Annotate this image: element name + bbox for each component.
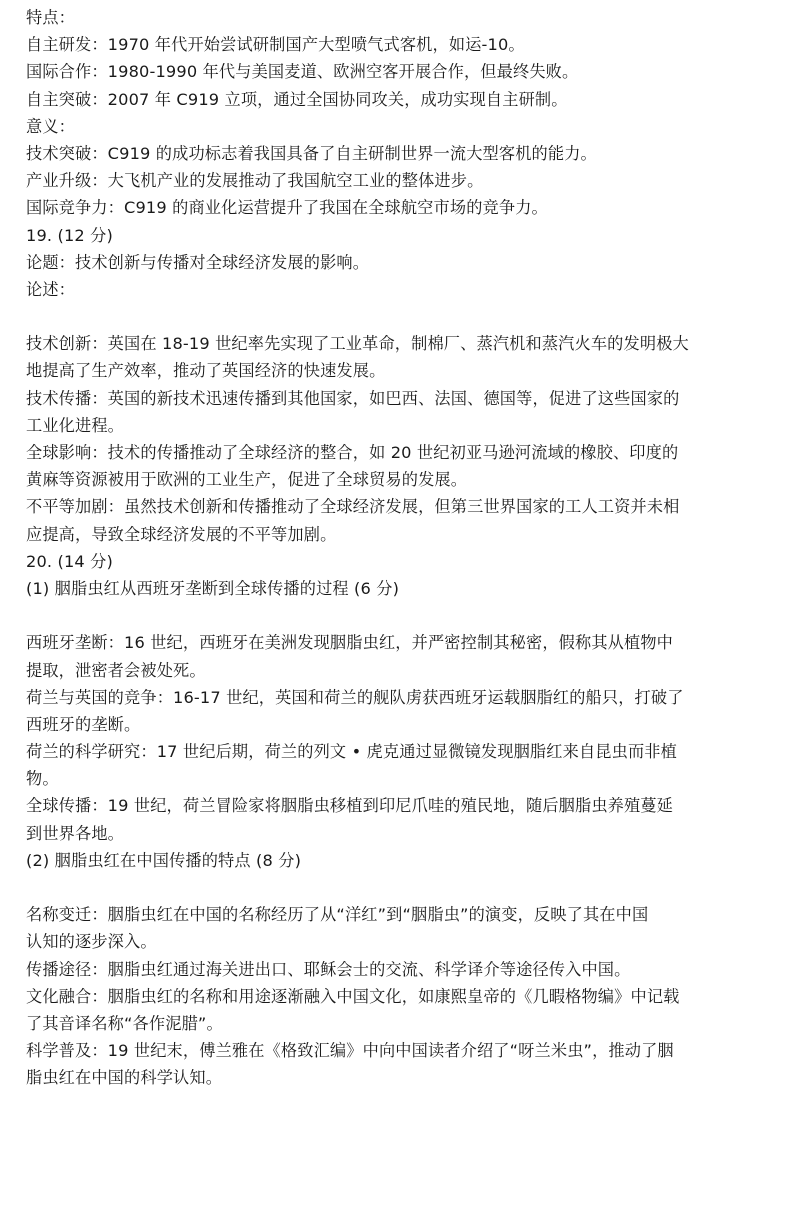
section-heading: 19. (12 分) <box>26 225 113 245</box>
text-line: 地提高了生产效率，推动了英国经济的快速发展。 <box>26 361 386 381</box>
text-line: 黄麻等资源被用于欧洲的工业生产，促进了全球贸易的发展。 <box>26 470 468 490</box>
text-line: 荷兰的科学研究：17 世纪后期，荷兰的列文 • 虎克通过显微镜发现胭脂红来自昆虫而非植 <box>26 742 677 762</box>
text-line: 技术创新：英国在 18-19 世纪率先实现了工业革命，制棉厂、蒸汽机和蒸汽火车的发明极大 <box>26 334 689 354</box>
text-line: 名称变迁：胭脂虫红在中国的名称经历了从“洋红”到“胭脂虫”的演变，反映了其在中国 <box>26 905 649 925</box>
text-line: 意义： <box>26 116 76 136</box>
text-line: 工业化进程。 <box>26 415 125 435</box>
blank-line <box>26 874 776 901</box>
text-line: 不平等加剧：虽然技术创新和传播推动了全球经济发展，但第三世界国家的工人工资并未相 <box>26 497 680 517</box>
text-line: 到世界各地。 <box>26 823 125 843</box>
text-line: 了其音译名称“各作泥腊”。 <box>26 1013 223 1033</box>
subsection-heading: (2) 胭脂虫红在中国传播的特点 (8 分) <box>26 850 302 870</box>
text-line: 文化融合：胭脂虫红的名称和用途逐渐融入中国文化，如康熙皇帝的《几暇格物编》中记载 <box>26 986 680 1006</box>
subsection-heading: (1) 胭脂虫红从西班牙垄断到全球传播的过程 (6 分) <box>26 578 400 598</box>
text-line: 产业升级：大飞机产业的发展推动了我国航空工业的整体进步。 <box>26 171 484 191</box>
text-line: 西班牙垄断：16 世纪，西班牙在美洲发现胭脂虫红，并严密控制其秘密，假称其从植物中 <box>26 633 674 653</box>
text-line: 全球影响：技术的传播推动了全球经济的整合，如 20 世纪初亚马逊河流域的橡胶、印度的 <box>26 443 679 462</box>
text-line: 论题：技术创新与传播对全球经济发展的影响。 <box>26 252 370 272</box>
text-line: 提取，泄密者会被处死。 <box>26 660 206 680</box>
text-line: 西班牙的垄断。 <box>26 714 141 734</box>
text-line: 物。 <box>26 769 59 789</box>
blank-line <box>26 303 776 330</box>
text-line: 科学普及：19 世纪末，傅兰雅在《格致汇编》中向中国读者介绍了“呀兰米虫”，推动了胭 <box>26 1041 674 1061</box>
text-line: 技术传播：英国的新技术迅速传播到其他国家，如巴西、法国、德国等，促进了这些国家的 <box>26 388 680 408</box>
text-line: 自主研发：1970 年代开始尝试研制国产大型喷气式客机，如运-10。 <box>26 35 525 55</box>
text-line: 传播途径：胭脂虫红通过海关进出口、耶稣会士的交流、科学译介等途径传入中国。 <box>26 959 631 979</box>
text-line: 国际合作：1980-1990 年代与美国麦道、欧洲空客开展合作，但最终失败。 <box>26 62 579 82</box>
text-line: 应提高，导致全球经济发展的不平等加剧。 <box>26 524 337 544</box>
blank-line <box>26 602 776 629</box>
text-line: 论述： <box>26 279 76 299</box>
text-line: 脂虫红在中国的科学认知。 <box>26 1068 223 1088</box>
text-line: 认知的逐步深入。 <box>26 932 157 952</box>
text-line: 自主突破：2007 年 C919 立项，通过全国协同攻关，成功实现自主研制。 <box>26 89 568 109</box>
text-line: 荷兰与英国的竞争：16-17 世纪，英国和荷兰的舰队虏获西班牙运载胭脂红的船只，打破了 <box>26 687 684 707</box>
section-heading: 20. (14 分) <box>26 551 113 571</box>
document-page <box>26 4 776 1092</box>
text-line: 特点： <box>26 8 76 27</box>
text-line: 技术突破：C919 的成功标志着我国具备了自主研制世界一流大型客机的能力。 <box>26 143 597 163</box>
text-line: 全球传播：19 世纪，荷兰冒险家将胭脂虫移植到印尼爪哇的殖民地，随后胭脂虫养殖蔓延 <box>26 796 674 816</box>
text-line: 国际竞争力：C919 的商业化运营提升了我国在全球航空市场的竞争力。 <box>26 198 548 218</box>
